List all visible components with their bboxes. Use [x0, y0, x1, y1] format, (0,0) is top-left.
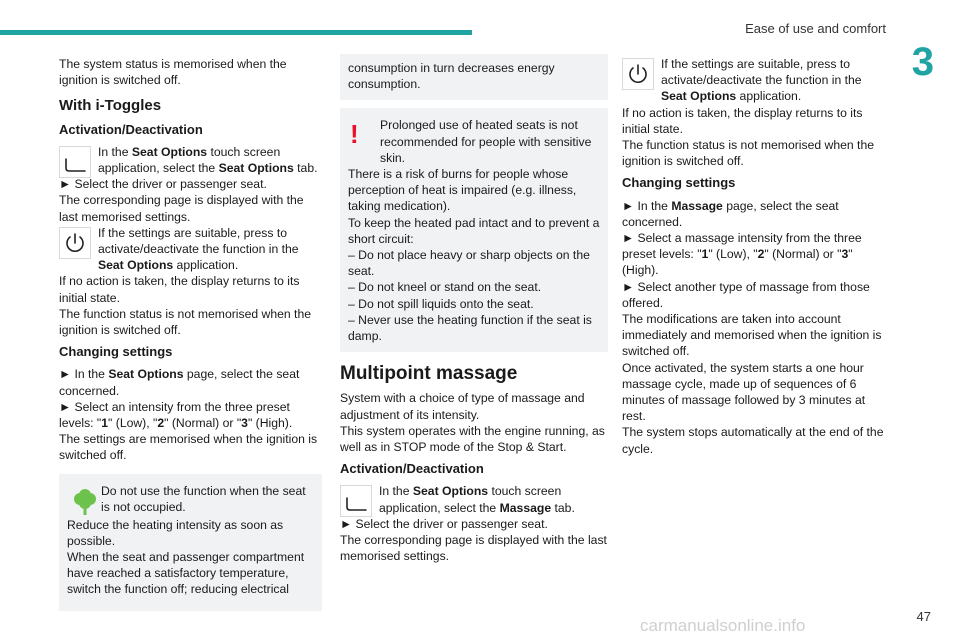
intro-text: The system status is memorised when the ignition is switched off. [59, 57, 287, 88]
massage-change-1: ► In the Massage page, select the seat concerned. [622, 198, 839, 229]
touch-screen-icon [340, 485, 372, 517]
step-power: If the settings are suitable, press to activate/deactivate the function in the Seat Options application. [59, 225, 321, 274]
massage-step-select-seat: ► Select the driver or passenger seat. [340, 516, 548, 531]
eco-note [59, 474, 322, 611]
step-touch-screen: In the Seat Options touch screen application, select the Seat Options tab. [59, 144, 321, 176]
step-select-seat: ► Select the driver or passenger seat. [59, 177, 267, 192]
subheading-activation: Activation/Deactivation [59, 121, 203, 137]
header-accent-bar [0, 30, 472, 35]
change-step-2: ► Select an intensity from the three preset levels: "1" (Low), "2" (Normal) or "3" (High). [59, 399, 293, 431]
warning-burns: There is a risk of burns for people whose perception of heat is impaired (e.g. illness, taking medication). [348, 167, 577, 214]
eco-note-reduce: Reduce the heating intensity as soon as possible. [67, 517, 284, 548]
column-1 [59, 56, 321, 611]
chapter-number: 3 [911, 40, 934, 84]
change-step-1: ► In the Seat Options page, select the seat concerned. [59, 367, 300, 398]
warning-item-3: – Do not spill liquids onto the seat. [348, 296, 534, 311]
column-3 [622, 56, 887, 457]
massage-intro: System with a choice of type of massage and adjustment of its intensity. [340, 391, 585, 422]
warning-short-circuit: To keep the heated pad intact and to prevent a short circuit: [348, 215, 600, 246]
massage-step-touch-screen: In the Seat Options touch screen application, select the Massage tab. [340, 483, 608, 515]
eco-note-first: Do not use the function when the seat is not occupied. [67, 483, 314, 517]
warning-item-1: – Do not place heavy or sharp objects on the seat. [348, 248, 590, 279]
watermark: carmanualsonline.info [640, 616, 806, 635]
exclamation-icon: ! [350, 119, 359, 150]
eco-note-continued: consumption in turn decreases energy consumption. [340, 54, 608, 100]
page-number: 47 [916, 609, 931, 624]
power-button-icon [622, 58, 654, 90]
warning-first: ! Prolonged use of heated seats is not recommended for people with sensitive skin. [350, 118, 592, 165]
warning-item-4: – Never use the heating function if the seat is damp. [348, 312, 592, 344]
massage-operation: This system operates with the engine running, as well as in STOP mode of the Stop & Start. [340, 423, 605, 455]
step-page-displayed: The corresponding page is displayed with the last memorised settings. [59, 193, 304, 224]
subheading-massage-activation: Activation/Deactivation [340, 461, 484, 477]
heading-i-toggles: With i-Toggles [59, 97, 162, 115]
subheading-changing: Changing settings [59, 344, 173, 360]
subheading-massage-changing: Changing settings [622, 175, 736, 191]
massage-step-page-displayed: The corresponding page is displayed with the last memorised settings. [340, 533, 607, 564]
massage-change-5: Once activated, the system starts a one hour massage cycle, made up of sequences of 6 minutes of massage followed by 3 minutes at rest. [622, 360, 866, 424]
power-button-icon [59, 227, 91, 259]
massage-step-power: If the settings are suitable, press to activate/deactivate the function in the Seat Options application. [622, 56, 887, 105]
massage-change-3: ► Select another type of massage from those offered. [622, 279, 870, 310]
warning-item-2: – Do not kneel or stand on the seat. [348, 280, 542, 295]
massage-step-status: The function status is not memorised when the ignition is switched off. [622, 138, 875, 169]
heading-multipoint-massage: Multipoint massage [340, 363, 518, 385]
column-2 [340, 54, 608, 564]
touch-screen-icon [59, 146, 91, 178]
step-status-not-memorised: The function status is not memorised when the ignition is switched off. [59, 306, 312, 338]
eco-tree-icon [71, 489, 99, 517]
massage-step-no-action: If no action is taken, the display returns to its initial state. [622, 105, 863, 136]
change-step-3: The settings are memorised when the ignition is switched off. [59, 432, 318, 463]
massage-change-6: The system stops automatically at the end of the cycle. [622, 425, 884, 456]
massage-change-2: ► Select a massage intensity from the three preset levels: "1" (Low), "2" (Normal) or "3" (High). [622, 231, 862, 278]
massage-change-4: The modifications are taken into account immediately and memorised when the ignition is switched off. [622, 312, 882, 359]
warning-note [340, 108, 608, 352]
section-title: Ease of use and comfort [745, 21, 886, 36]
step-no-action: If no action is taken, the display returns to its initial state. [59, 274, 300, 305]
eco-note-switch-off: When the seat and passenger compartment have reached a satisfactory temperature, switch the function off; reducing electrical [67, 550, 305, 597]
